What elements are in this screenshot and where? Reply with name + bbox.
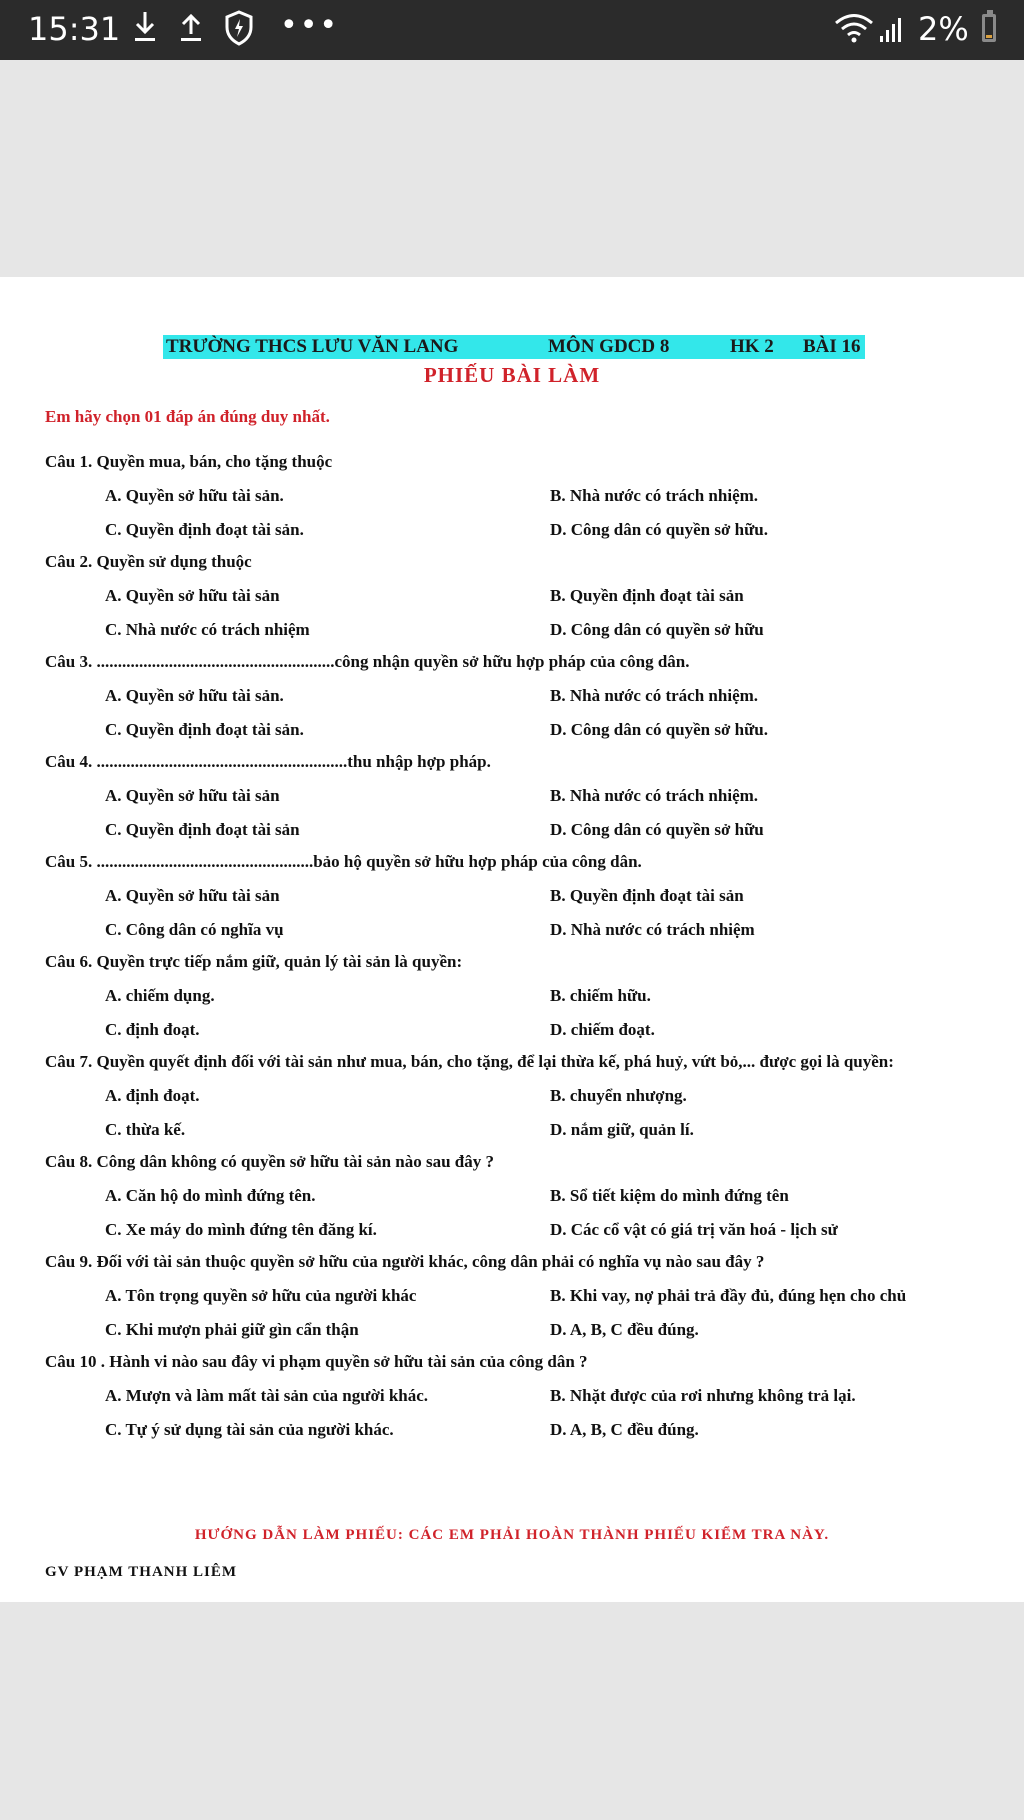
subject-name: MÔN GDCD 8 <box>548 336 670 357</box>
instruction-text: Em hãy chọn 01 đáp án đúng duy nhất. <box>45 407 330 426</box>
question-8: Câu 8. Công dân không có quyền sở hữu tài sản nào sau đây ? <box>45 1152 495 1171</box>
option-9b: B. Khi vay, nợ phải trả đầy đủ, đúng hẹn cho chủ <box>550 1286 907 1305</box>
option-2b: B. Quyền định đoạt tài sản <box>550 586 744 605</box>
question-10: Câu 10 . Hành vi nào sau đây vi phạm quyền sở hữu tài sản của công dân ? <box>45 1352 588 1371</box>
option-1d: D. Công dân có quyền sở hữu. <box>550 520 769 539</box>
option-6b: B. chiếm hữu. <box>550 986 651 1005</box>
status-bar <box>0 0 1024 60</box>
option-3c: C. Quyền định đoạt tài sản. <box>105 720 304 739</box>
option-9d: D. A, B, C đều đúng. <box>550 1320 699 1339</box>
question-9: Câu 9. Đối với tài sản thuộc quyền sở hữu của người khác, công dân phải có nghĩa vụ nào sau đây ? <box>45 1252 765 1271</box>
option-6c: C. định đoạt. <box>105 1020 200 1039</box>
sheet-title: PHIẾU BÀI LÀM <box>423 363 601 387</box>
option-8d: D. Các cổ vật có giá trị văn hoá - lịch sử <box>550 1220 838 1239</box>
upload-icon <box>178 10 204 55</box>
term-label: HK 2 <box>730 336 774 357</box>
status-time: 15:31 <box>28 10 121 48</box>
option-5b: B. Quyền định đoạt tài sản <box>550 886 744 905</box>
school-name: TRƯỜNG THCS LƯU VĂN LANG <box>166 336 459 357</box>
option-10d: D. A, B, C đều đúng. <box>550 1420 699 1439</box>
option-5d: D. Nhà nước có trách nhiệm <box>550 920 755 939</box>
option-5a: A. Quyền sở hữu tài sản <box>105 886 280 905</box>
option-3d: D. Công dân có quyền sở hữu. <box>550 720 769 739</box>
option-4b: B. Nhà nước có trách nhiệm. <box>550 786 759 805</box>
option-2a: A. Quyền sở hữu tài sản <box>105 586 280 605</box>
option-1c: C. Quyền định đoạt tài sản. <box>105 520 304 539</box>
option-9c: C. Khi mượn phải giữ gìn cẩn thận <box>105 1320 359 1339</box>
option-9a: A. Tôn trọng quyền sở hữu của người khác <box>105 1286 417 1305</box>
option-1b: B. Nhà nước có trách nhiệm. <box>550 486 759 505</box>
more-dots-icon: ••• <box>280 8 340 43</box>
option-8b: B. Sổ tiết kiệm do mình đứng tên <box>550 1186 789 1205</box>
option-4a: A. Quyền sở hữu tài sản <box>105 786 280 805</box>
option-3a: A. Quyền sở hữu tài sản. <box>105 686 284 705</box>
question-3: Câu 3. ........................................................công nhận quyền sở hữu hợp pháp của công dân. <box>45 652 690 671</box>
lesson-label: BÀI 16 <box>803 336 861 357</box>
option-7c: C. thừa kế. <box>105 1120 186 1139</box>
battery-icon <box>982 14 996 42</box>
option-2c: C. Nhà nước có trách nhiệm <box>105 620 310 639</box>
footer-guide: HƯỚNG DẪN LÀM PHIẾU: CÁC EM PHẢI HOÀN THÀNH PHIẾU KIỂM TRA NÀY. <box>194 1527 830 1543</box>
option-1a: A. Quyền sở hữu tài sản. <box>105 486 284 505</box>
option-4c: C. Quyền định đoạt tài sản <box>105 820 300 839</box>
question-4: Câu 4. ...........................................................thu nhập hợp pháp. <box>45 752 491 771</box>
option-10c: C. Tự ý sử dụng tài sản của người khác. <box>105 1420 394 1439</box>
option-6a: A. chiếm dụng. <box>105 986 215 1005</box>
option-3b: B. Nhà nước có trách nhiệm. <box>550 686 759 705</box>
option-2d: D. Công dân có quyền sở hữu <box>550 620 764 639</box>
option-6d: D. chiếm đoạt. <box>550 1020 655 1039</box>
option-8c: C. Xe máy do mình đứng tên đăng kí. <box>105 1220 377 1239</box>
download-icon <box>132 10 158 55</box>
question-2: Câu 2. Quyền sử dụng thuộc <box>45 552 252 571</box>
option-10a: A. Mượn và làm mất tài sản của người khác. <box>105 1386 429 1405</box>
option-7d: D. nắm giữ, quản lí. <box>550 1120 694 1139</box>
option-8a: A. Căn hộ do mình đứng tên. <box>105 1186 316 1205</box>
question-7: Câu 7. Quyền quyết định đối với tài sản như mua, bán, cho tặng, để lại thừa kế, phá huỷ, vứt bỏ,... được gọi là quyền: <box>45 1052 894 1071</box>
question-6: Câu 6. Quyền trực tiếp nắm giữ, quản lý tài sản là quyền: <box>45 952 463 971</box>
option-4d: D. Công dân có quyền sở hữu <box>550 820 764 839</box>
question-5: Câu 5. ...................................................bảo hộ quyền sở hữu hợp pháp của công dân. <box>45 852 642 871</box>
option-7b: B. chuyển nhượng. <box>550 1086 687 1105</box>
battery-percent: 2% <box>918 10 969 48</box>
teacher-name: GV PHẠM THANH LIÊM <box>45 1564 238 1580</box>
question-1: Câu 1. Quyền mua, bán, cho tặng thuộc <box>45 452 333 471</box>
shield-icon <box>224 10 254 57</box>
document-page <box>0 277 1024 1602</box>
option-10b: B. Nhặt được của rơi nhưng không trả lại. <box>550 1386 856 1405</box>
wifi-icon <box>834 12 874 55</box>
option-5c: C. Công dân có nghĩa vụ <box>105 920 284 939</box>
option-7a: A. định đoạt. <box>105 1086 200 1105</box>
